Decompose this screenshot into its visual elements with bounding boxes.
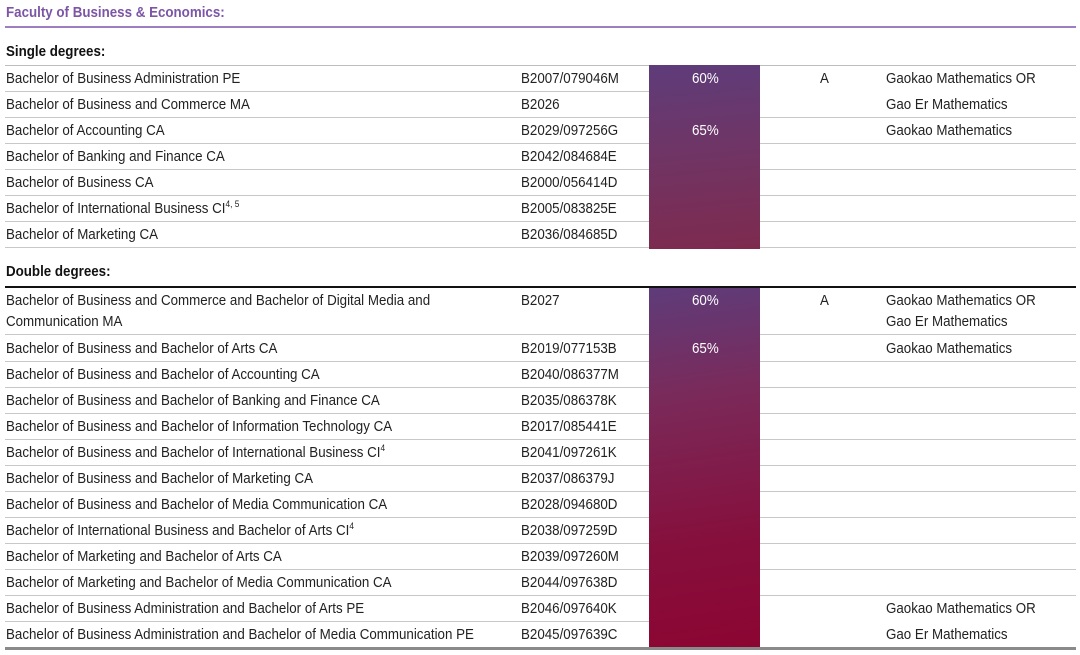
degree-name (6, 199, 239, 220)
degree-name-line1: Bachelor of Business and Commerce and Bachelor of Digital Media and (6, 293, 431, 309)
degree-code: B2007/079046M (521, 71, 619, 87)
degree-code: B2027 (521, 293, 560, 309)
double-degree-row (5, 570, 1076, 596)
degree-name (6, 521, 354, 542)
degree-name-text: Bachelor of Business and Bachelor of Media Communication CA (6, 497, 388, 513)
double-degree-row (5, 362, 1076, 388)
footnote-marker: 4 (349, 521, 354, 531)
degree-name-text: Bachelor of Business Administration and Bachelor of Media Communication PE (6, 627, 474, 643)
degree-code: B2028/094680D (521, 497, 618, 513)
degree-code: B2029/097256G (521, 123, 619, 139)
degree-name-text: Bachelor of Business and Commerce MA (6, 97, 250, 113)
degree-code: B2044/097638D (521, 575, 618, 591)
degree-name-text: Bachelor of Business and Bachelor of Information Technology CA (6, 419, 393, 435)
single-degrees-title: Single degrees: (6, 44, 106, 60)
maths-prerequisite: Gao Er Mathematics (886, 627, 1008, 643)
degree-code: B2046/097640K (521, 601, 617, 617)
double-degree-row (5, 466, 1076, 492)
row-divider (760, 334, 1076, 335)
degree-name (6, 547, 282, 568)
minimum-score: 60% (692, 71, 719, 87)
maths-prerequisite: Gaokao Mathematics (886, 123, 1013, 139)
degree-name (6, 469, 313, 490)
maths-prerequisite: Gaokao Mathematics OR (886, 71, 1036, 87)
row-divider (5, 247, 649, 248)
degree-name (6, 495, 387, 516)
degree-code: B2017/085441E (521, 419, 617, 435)
single-degree-row (5, 118, 1076, 144)
degree-name (6, 391, 380, 412)
degree-name-text: Bachelor of Business and Bachelor of Accounting CA (6, 367, 320, 383)
degree-name (6, 417, 392, 438)
degree-name-text: Bachelor of Marketing CA (6, 227, 159, 243)
degree-name (6, 147, 225, 168)
single-degree-row (5, 92, 1076, 118)
degree-name-text: Bachelor of Business Administration and Bachelor of Arts PE (6, 601, 365, 617)
degree-name-text: Bachelor of Marketing and Bachelor of Media Communication CA (6, 575, 392, 591)
degree-name (6, 599, 364, 620)
maths-prerequisite-line1: Gaokao Mathematics OR (886, 293, 1036, 309)
double-degree-row (5, 544, 1076, 570)
degree-name-text: Bachelor of Business and Bachelor of International Business CI (6, 445, 381, 461)
double-degree-row (5, 518, 1076, 544)
degree-name (6, 573, 392, 594)
degree-name-text: Bachelor of Business and Bachelor of Banking and Finance CA (6, 393, 380, 409)
faculty-rule (5, 26, 1076, 28)
row-divider (5, 334, 649, 335)
double-degrees-title: Double degrees: (6, 264, 111, 280)
degree-name (6, 173, 154, 194)
double-degree-row (5, 388, 1076, 414)
degree-code: B2035/086378K (521, 393, 617, 409)
grade: A (820, 71, 829, 87)
degree-code: B2037/086379J (521, 471, 615, 487)
degree-name (6, 225, 158, 246)
maths-prerequisite: Gaokao Mathematics OR (886, 601, 1036, 617)
double-degree-row-first (5, 288, 1076, 335)
double-degree-row (5, 622, 1076, 648)
minimum-score: 65% (692, 123, 719, 139)
maths-prerequisite: Gaokao Mathematics (886, 341, 1013, 357)
double-degree-row (5, 492, 1076, 518)
degree-code: B2041/097261K (521, 445, 617, 461)
degree-code: B2026 (521, 97, 560, 113)
degree-name (6, 291, 430, 333)
single-degree-row (5, 170, 1076, 196)
degree-code: B2045/097639C (521, 627, 618, 643)
degree-name-text: Bachelor of Banking and Finance CA (6, 149, 225, 165)
maths-prerequisite (886, 291, 1036, 333)
faculty-heading: Faculty of Business & Economics: (6, 5, 225, 21)
degree-name (6, 365, 320, 386)
degree-code: B2039/097260M (521, 549, 619, 565)
degree-code: B2000/056414D (521, 175, 618, 191)
degree-name (6, 339, 277, 360)
degree-name-text: Bachelor of Business Administration PE (6, 71, 241, 87)
double-degree-row (5, 414, 1076, 440)
table-bottom-rule (5, 647, 1076, 650)
minimum-score: 60% (692, 293, 719, 309)
degree-name-text: Bachelor of International Business CI (6, 201, 226, 217)
degree-code: B2040/086377M (521, 367, 619, 383)
single-degree-row (5, 222, 1076, 248)
single-degree-row (5, 196, 1076, 222)
single-degree-row (5, 66, 1076, 92)
degree-name (6, 121, 165, 142)
degree-name-text: Bachelor of Accounting CA (6, 123, 165, 139)
degree-name-text: Bachelor of International Business and Bachelor of Arts CI (6, 523, 350, 539)
degree-name-text: Bachelor of Business CA (6, 175, 154, 191)
degree-name (6, 625, 474, 646)
degree-name (6, 95, 250, 116)
minimum-score: 65% (692, 341, 719, 357)
degree-code: B2042/084684E (521, 149, 617, 165)
degree-name-text: Bachelor of Business and Bachelor of Marketing CA (6, 471, 313, 487)
degree-code: B2038/097259D (521, 523, 618, 539)
degree-code: B2019/077153B (521, 341, 617, 357)
double-degree-row (5, 440, 1076, 466)
degree-code: B2036/084685D (521, 227, 618, 243)
single-degree-row (5, 144, 1076, 170)
grade: A (820, 293, 829, 309)
degree-name (6, 443, 385, 464)
maths-prerequisite-line2: Gao Er Mathematics (886, 314, 1008, 330)
double-degree-row (5, 336, 1076, 362)
degree-name-text: Bachelor of Marketing and Bachelor of Arts CA (6, 549, 282, 565)
degree-code: B2005/083825E (521, 201, 617, 217)
maths-prerequisite: Gao Er Mathematics (886, 97, 1008, 113)
double-degree-row (5, 596, 1076, 622)
footnote-marker: 4 (380, 443, 386, 453)
degree-name-text: Bachelor of Business and Bachelor of Arts CA (6, 341, 278, 357)
footnote-marker: 4, 5 (225, 199, 240, 209)
degree-name (6, 69, 240, 90)
row-divider (760, 247, 1076, 248)
degree-name-line2: Communication MA (6, 314, 123, 330)
